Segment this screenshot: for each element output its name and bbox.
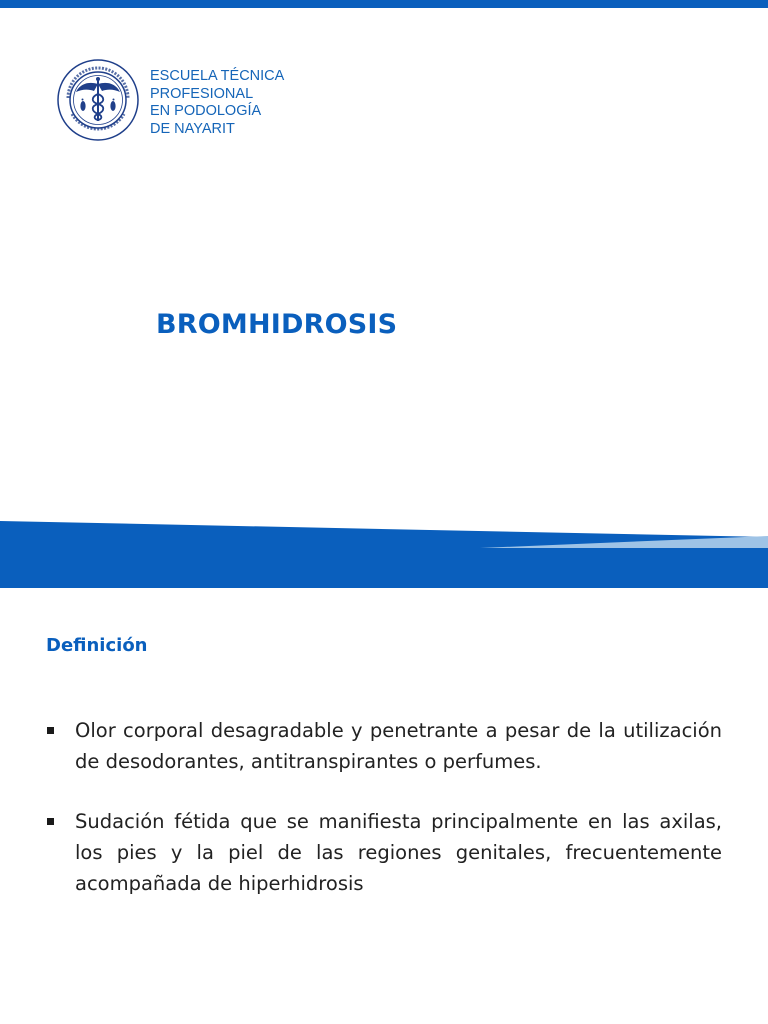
school-seal-caduceus-icon [56, 58, 140, 142]
bullet-item [46, 806, 722, 899]
bullet-text: Olor corporal desagradable y penetrante a pesar de la utilización de desodorantes, antitranspirantes o perfumes. [75, 719, 722, 773]
square-bullet-icon [47, 727, 54, 734]
school-name-line: PROFESIONAL [150, 85, 254, 102]
section-heading-definition: Definición [46, 635, 148, 656]
bullet-text: Sudación fétida que se manifiesta principalmente en las axilas, los pies y la piel de las regiones genitales, frecuentemente acompañada de hiperhidrosis [75, 810, 722, 895]
school-name-line: DE NAYARIT [150, 120, 235, 137]
school-name [150, 68, 284, 138]
school-seal-logo [56, 58, 140, 142]
bullet-item [46, 715, 722, 777]
definition-bullet-list [46, 715, 722, 928]
square-bullet-icon [47, 818, 54, 825]
top-accent-bar [0, 0, 768, 8]
school-name-line: EN PODOLOGÍA [150, 103, 262, 119]
school-name-line: ESCUELA TÉCNICA [150, 68, 285, 84]
band-main-shape [0, 521, 768, 588]
decorative-blue-band [0, 518, 768, 588]
slide-title: BROMHIDROSIS [156, 309, 398, 340]
